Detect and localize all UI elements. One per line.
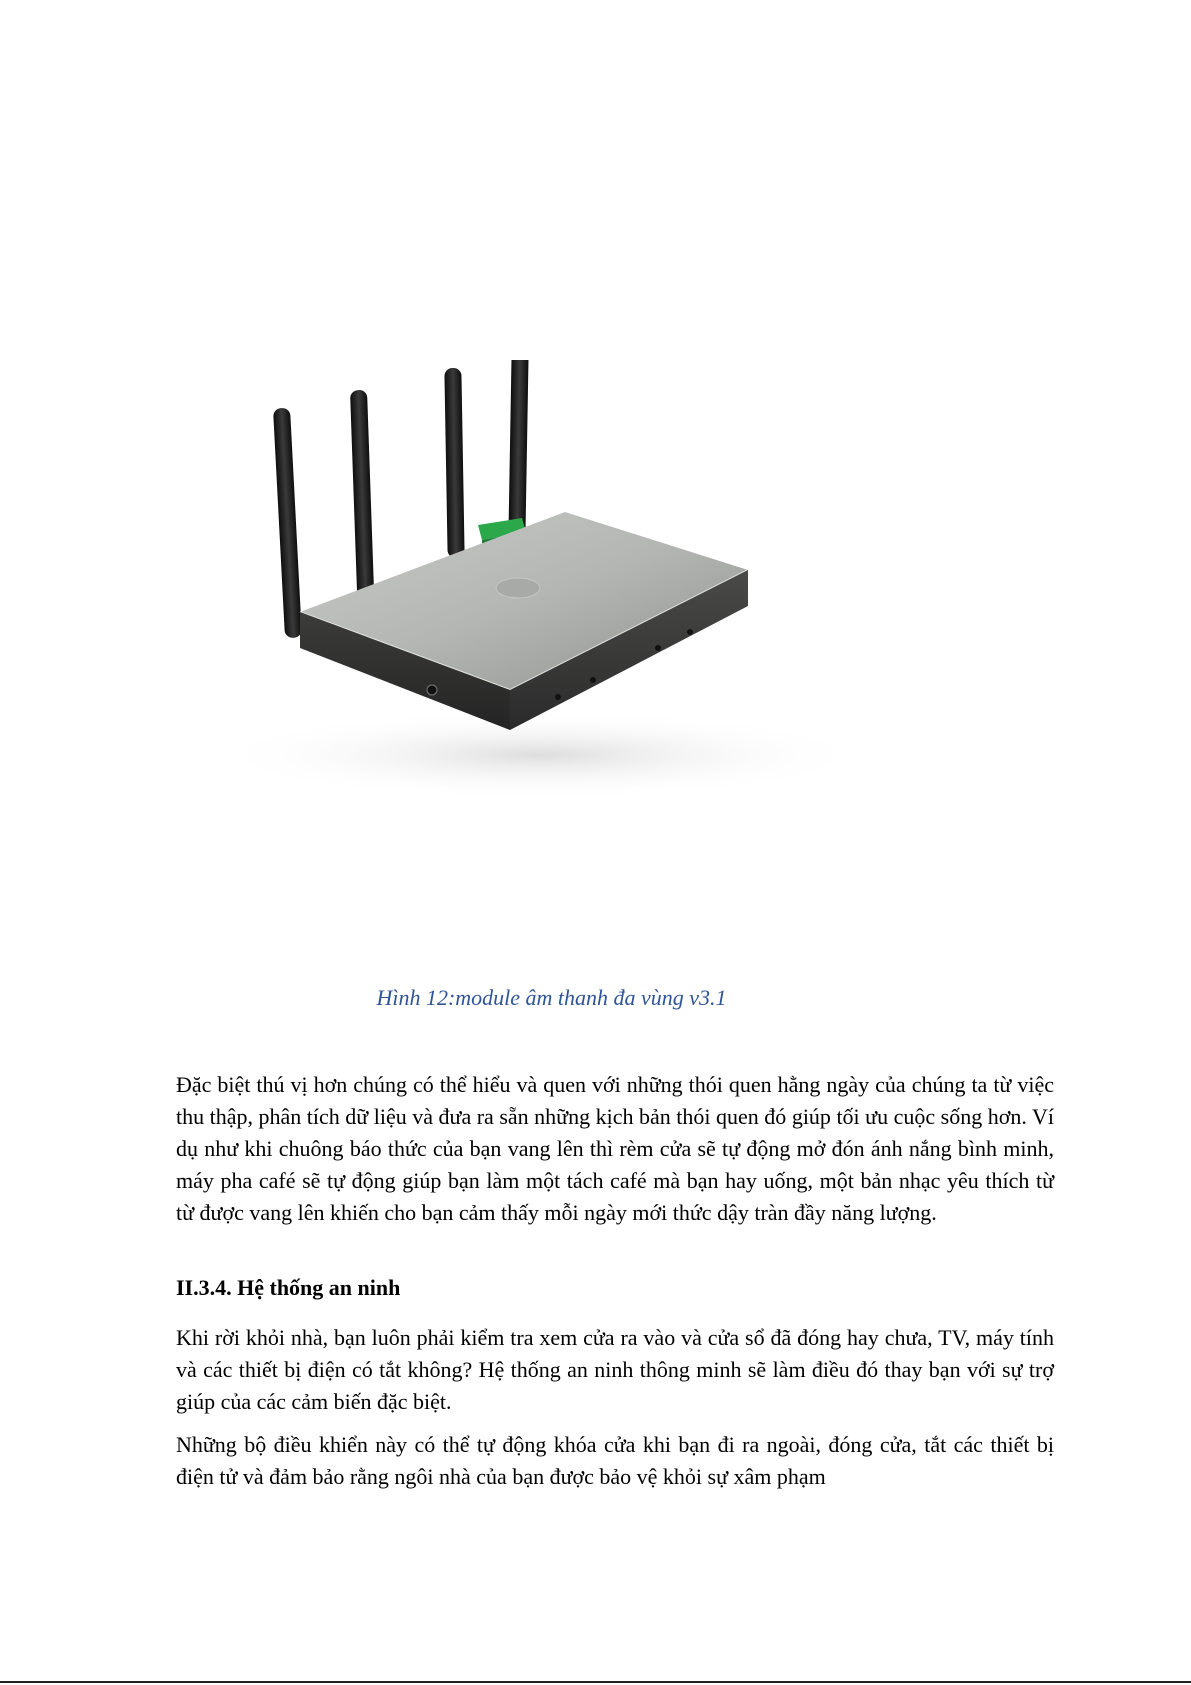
- figure-caption: Hình 12:module âm thanh đa vùng v3.1: [376, 985, 727, 1010]
- page-bottom-rule: [0, 1681, 1191, 1683]
- paragraph-security-intro: Khi rời khỏi nhà, bạn luôn phải kiểm tra xem cửa ra vào và cửa sổ đã đóng hay chưa, TV, máy tính và các thiết bị điện có tắt không? Hệ thống an ninh thông minh sẽ làm điều đó thay bạn với sự trợ giúp của các cảm biến đặc biệt.: [176, 1325, 1054, 1414]
- paragraph-security-controllers: Những bộ điều khiển này có thể tự động khóa cửa khi bạn đi ra ngoài, đóng cửa, tắt các thiết bị điện tử và đảm bảo rằng ngôi nhà của bạn được bảo vệ khỏi sự xâm phạm: [176, 1432, 1054, 1489]
- device-figure: [200, 360, 900, 840]
- paragraph-smart-habits: Đặc biệt thú vị hơn chúng có thể hiểu và quen với những thói quen hằng ngày của chúng ta từ việc thu thập, phân tích dữ liệu và đưa ra sẵn những kịch bản thói quen đó giúp tối ưu cuộc sống hơn. Ví dụ như khi chuông báo thức của bạn vang lên thì rèm cửa sẽ tự động mở đón ánh nắng bình minh, máy pha café sẽ tự động giúp bạn làm một tách café mà bạn hay uống, một bản nhạc yêu thích từ từ được vang lên khiến cho bạn cảm thấy mỗi ngày mới thức dậy tràn đầy năng lượng.: [176, 1072, 1054, 1225]
- audio-module-image: [200, 360, 900, 840]
- section-heading: II.3.4. Hệ thống an ninh: [176, 1275, 401, 1300]
